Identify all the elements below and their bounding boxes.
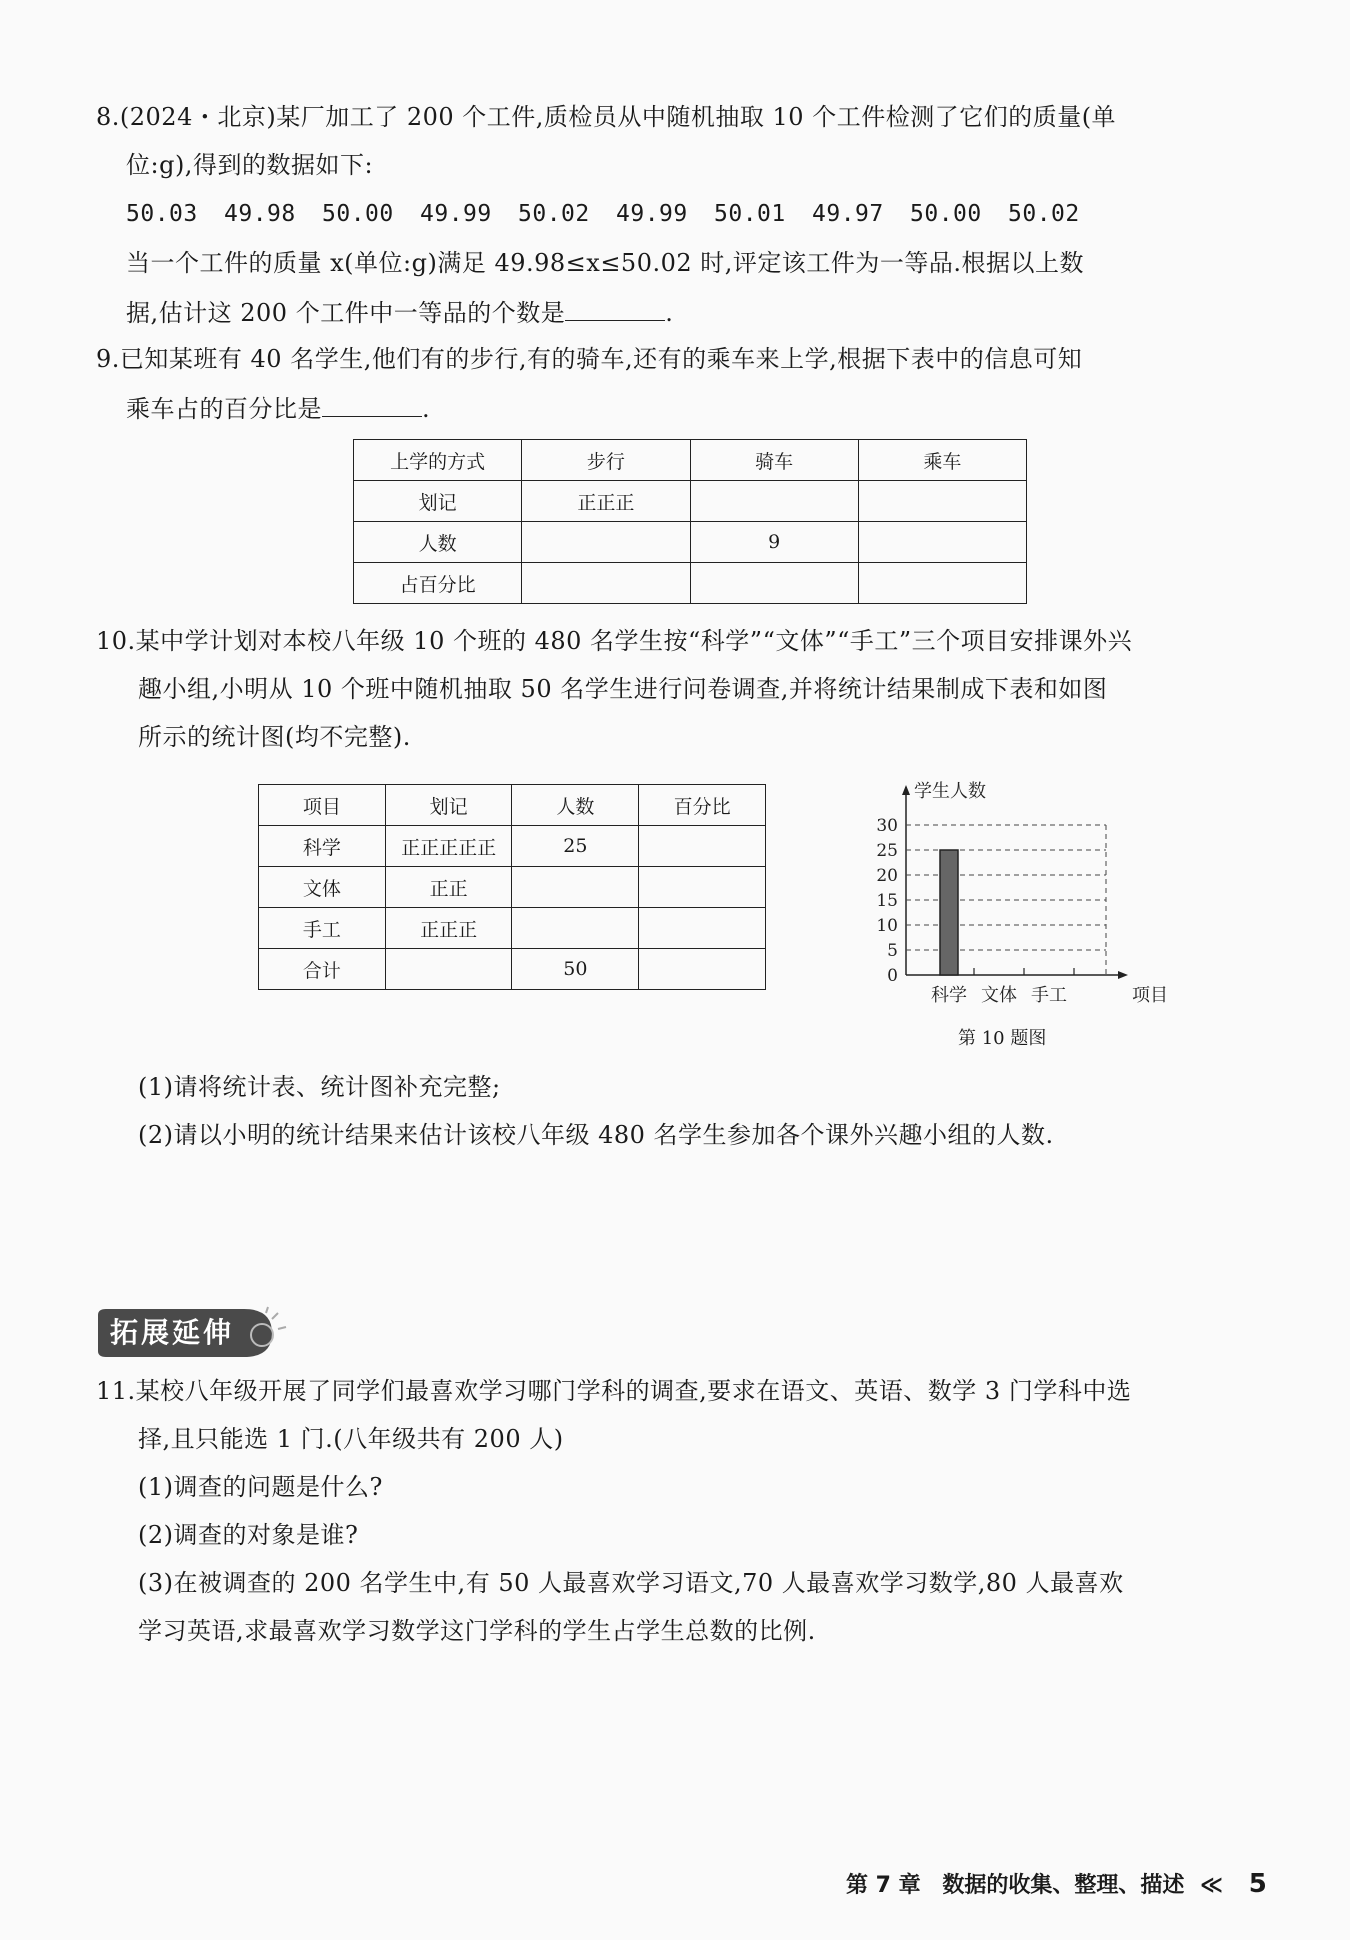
table-row bbox=[259, 908, 766, 949]
table-header: 项目 bbox=[259, 785, 386, 826]
table-row bbox=[354, 481, 1027, 522]
q8-line-5-text: 据,估计这 200 个工件中一等品的个数是 bbox=[126, 299, 566, 327]
footer bbox=[846, 1868, 1267, 1899]
table-cell: 科学 bbox=[259, 826, 386, 867]
table-cell[interactable] bbox=[512, 867, 639, 908]
table-cell[interactable] bbox=[858, 522, 1026, 563]
q8-data-value: 49.98 bbox=[224, 201, 296, 227]
y-tick-label: 15 bbox=[876, 891, 898, 911]
table-cell: 占百分比 bbox=[354, 563, 522, 604]
y-tick-label: 10 bbox=[876, 916, 898, 936]
table-cell: 划记 bbox=[354, 481, 522, 522]
table-cell: 正正正正正 bbox=[385, 826, 512, 867]
table-cell[interactable] bbox=[690, 563, 858, 604]
table-row bbox=[259, 826, 766, 867]
q9-line-2-end: . bbox=[422, 395, 431, 423]
table-cell: 25 bbox=[512, 826, 639, 867]
q11-line-2: 择,且只能选 1 门.(八年级共有 200 人) bbox=[138, 1425, 564, 1453]
table-cell bbox=[385, 949, 512, 990]
x-axis-arrow-icon bbox=[1118, 971, 1128, 979]
y-axis-arrow-icon bbox=[902, 785, 910, 795]
q11-sub-2: (2)调查的对象是谁? bbox=[138, 1521, 359, 1549]
x-tick-label: 手工 bbox=[1031, 985, 1067, 1006]
table-row bbox=[354, 522, 1027, 563]
q10-line-2: 趣小组,小明从 10 个班中随机抽取 50 名学生进行问卷调查,并将统计结果制成下表和如图 bbox=[138, 675, 1108, 703]
q10-sub-2: (2)请以小明的统计结果来估计该校八年级 480 名学生参加各个课外兴趣小组的人数. bbox=[138, 1121, 1054, 1149]
y-axis-title: 学生人数 bbox=[914, 781, 986, 802]
q8-data-value: 50.00 bbox=[322, 201, 394, 227]
y-tick-label: 30 bbox=[876, 816, 898, 836]
table-header: 划记 bbox=[385, 785, 512, 826]
footer-page-number: 5 bbox=[1248, 1869, 1267, 1899]
table-row bbox=[354, 563, 1027, 604]
q10-sub-1: (1)请将统计表、统计图补充完整; bbox=[138, 1073, 501, 1101]
table-cell[interactable] bbox=[639, 908, 766, 949]
q9-line-2 bbox=[126, 390, 430, 426]
table-cell[interactable] bbox=[690, 481, 858, 522]
table-cell[interactable] bbox=[639, 949, 766, 990]
table-cell: 文体 bbox=[259, 867, 386, 908]
table-cell: 正正正 bbox=[522, 481, 690, 522]
table-cell: 合计 bbox=[259, 949, 386, 990]
table-row bbox=[259, 867, 766, 908]
table-cell: 50 bbox=[512, 949, 639, 990]
q8-line-5 bbox=[126, 294, 673, 330]
q8-line-4: 当一个工件的质量 x(单位:g)满足 49.98≤x≤50.02 时,评定该工件为一等品.根据以上数 bbox=[126, 249, 1085, 277]
q8-answer-blank[interactable] bbox=[565, 294, 665, 321]
q8-data-value: 50.02 bbox=[1008, 201, 1080, 227]
q11-sub-3b: 学习英语,求最喜欢学习数学这门学科的学生占学生总数的比例. bbox=[138, 1617, 816, 1645]
table-cell: 9 bbox=[690, 522, 858, 563]
table-header: 乘车 bbox=[858, 440, 1026, 481]
x-tick-label: 文体 bbox=[981, 985, 1017, 1006]
q10-line-1: 10.某中学计划对本校八年级 10 个班的 480 名学生按“科学”“文体”“手工”三个项目安排课外兴 bbox=[96, 627, 1133, 655]
q8-data-value: 50.00 bbox=[910, 201, 982, 227]
table-cell[interactable] bbox=[512, 908, 639, 949]
q8-line-1: 8.(2024・北京)某厂加工了 200 个工件,质检员从中随机抽取 10 个工件检测了它们的质量(单 bbox=[96, 103, 1117, 131]
q11-line-1: 11.某校八年级开展了同学们最喜欢学习哪门学科的调查,要求在语文、英语、数学 3 门学科中选 bbox=[96, 1377, 1132, 1405]
y-tick-label: 0 bbox=[887, 966, 898, 986]
q11-sub-3: (3)在被调查的 200 名学生中,有 50 人最喜欢学习语文,70 人最喜欢学习数学,80 人最喜欢 bbox=[138, 1569, 1124, 1597]
q10-bar-chart bbox=[870, 765, 1168, 1025]
q8-data-values bbox=[126, 197, 1106, 231]
x-axis-title: 项目 bbox=[1132, 985, 1168, 1006]
table-header: 人数 bbox=[512, 785, 639, 826]
footer-arrows-icon: ≪ bbox=[1200, 1873, 1224, 1898]
q11-sub-1: (1)调查的问题是什么? bbox=[138, 1473, 383, 1501]
y-tick-label: 20 bbox=[876, 866, 898, 886]
q9-line-2-text: 乘车占的百分比是 bbox=[126, 395, 322, 423]
table-cell[interactable] bbox=[858, 563, 1026, 604]
table-cell[interactable] bbox=[858, 481, 1026, 522]
q8-line-5-end: . bbox=[665, 299, 674, 327]
bar bbox=[940, 850, 958, 975]
table-header: 骑车 bbox=[690, 440, 858, 481]
q10-figure-caption: 第 10 题图 bbox=[958, 1028, 1047, 1049]
footer-title: 数据的收集、整理、描述 bbox=[942, 1873, 1185, 1898]
table-cell: 人数 bbox=[354, 522, 522, 563]
q8-data-value: 49.97 bbox=[812, 201, 884, 227]
q8-data-value: 50.03 bbox=[126, 201, 198, 227]
table-cell[interactable] bbox=[639, 826, 766, 867]
q8-line-2: 位:g),得到的数据如下: bbox=[126, 151, 374, 179]
table-header: 上学的方式 bbox=[354, 440, 522, 481]
table-cell: 手工 bbox=[259, 908, 386, 949]
q9-answer-blank[interactable] bbox=[322, 390, 422, 417]
table-cell[interactable] bbox=[522, 522, 690, 563]
table-header: 步行 bbox=[522, 440, 690, 481]
y-tick-label: 25 bbox=[876, 841, 898, 861]
table-cell: 正正 bbox=[385, 867, 512, 908]
q10-table bbox=[258, 784, 766, 990]
q8-data-value: 49.99 bbox=[616, 201, 688, 227]
table-row bbox=[259, 949, 766, 990]
table-cell[interactable] bbox=[522, 563, 690, 604]
q10-line-3: 所示的统计图(均不完整). bbox=[138, 723, 411, 751]
q9-line-1: 9.已知某班有 40 名学生,他们有的步行,有的骑车,还有的乘车来上学,根据下表中的信息可知 bbox=[96, 345, 1083, 373]
q9-table bbox=[353, 439, 1027, 604]
q8-data-value: 50.02 bbox=[518, 201, 590, 227]
x-tick-label: 科学 bbox=[931, 985, 967, 1006]
table-cell: 正正正 bbox=[385, 908, 512, 949]
q8-data-value: 49.99 bbox=[420, 201, 492, 227]
table-row bbox=[259, 785, 766, 826]
section-title-badge bbox=[98, 1305, 288, 1357]
y-tick-label: 5 bbox=[887, 941, 898, 961]
q8-data-value: 50.01 bbox=[714, 201, 786, 227]
table-cell[interactable] bbox=[639, 867, 766, 908]
section-title: 拓展延伸 bbox=[110, 1316, 235, 1349]
table-header: 百分比 bbox=[639, 785, 766, 826]
footer-chapter: 第 7 章 bbox=[846, 1873, 921, 1898]
table-row bbox=[354, 440, 1027, 481]
